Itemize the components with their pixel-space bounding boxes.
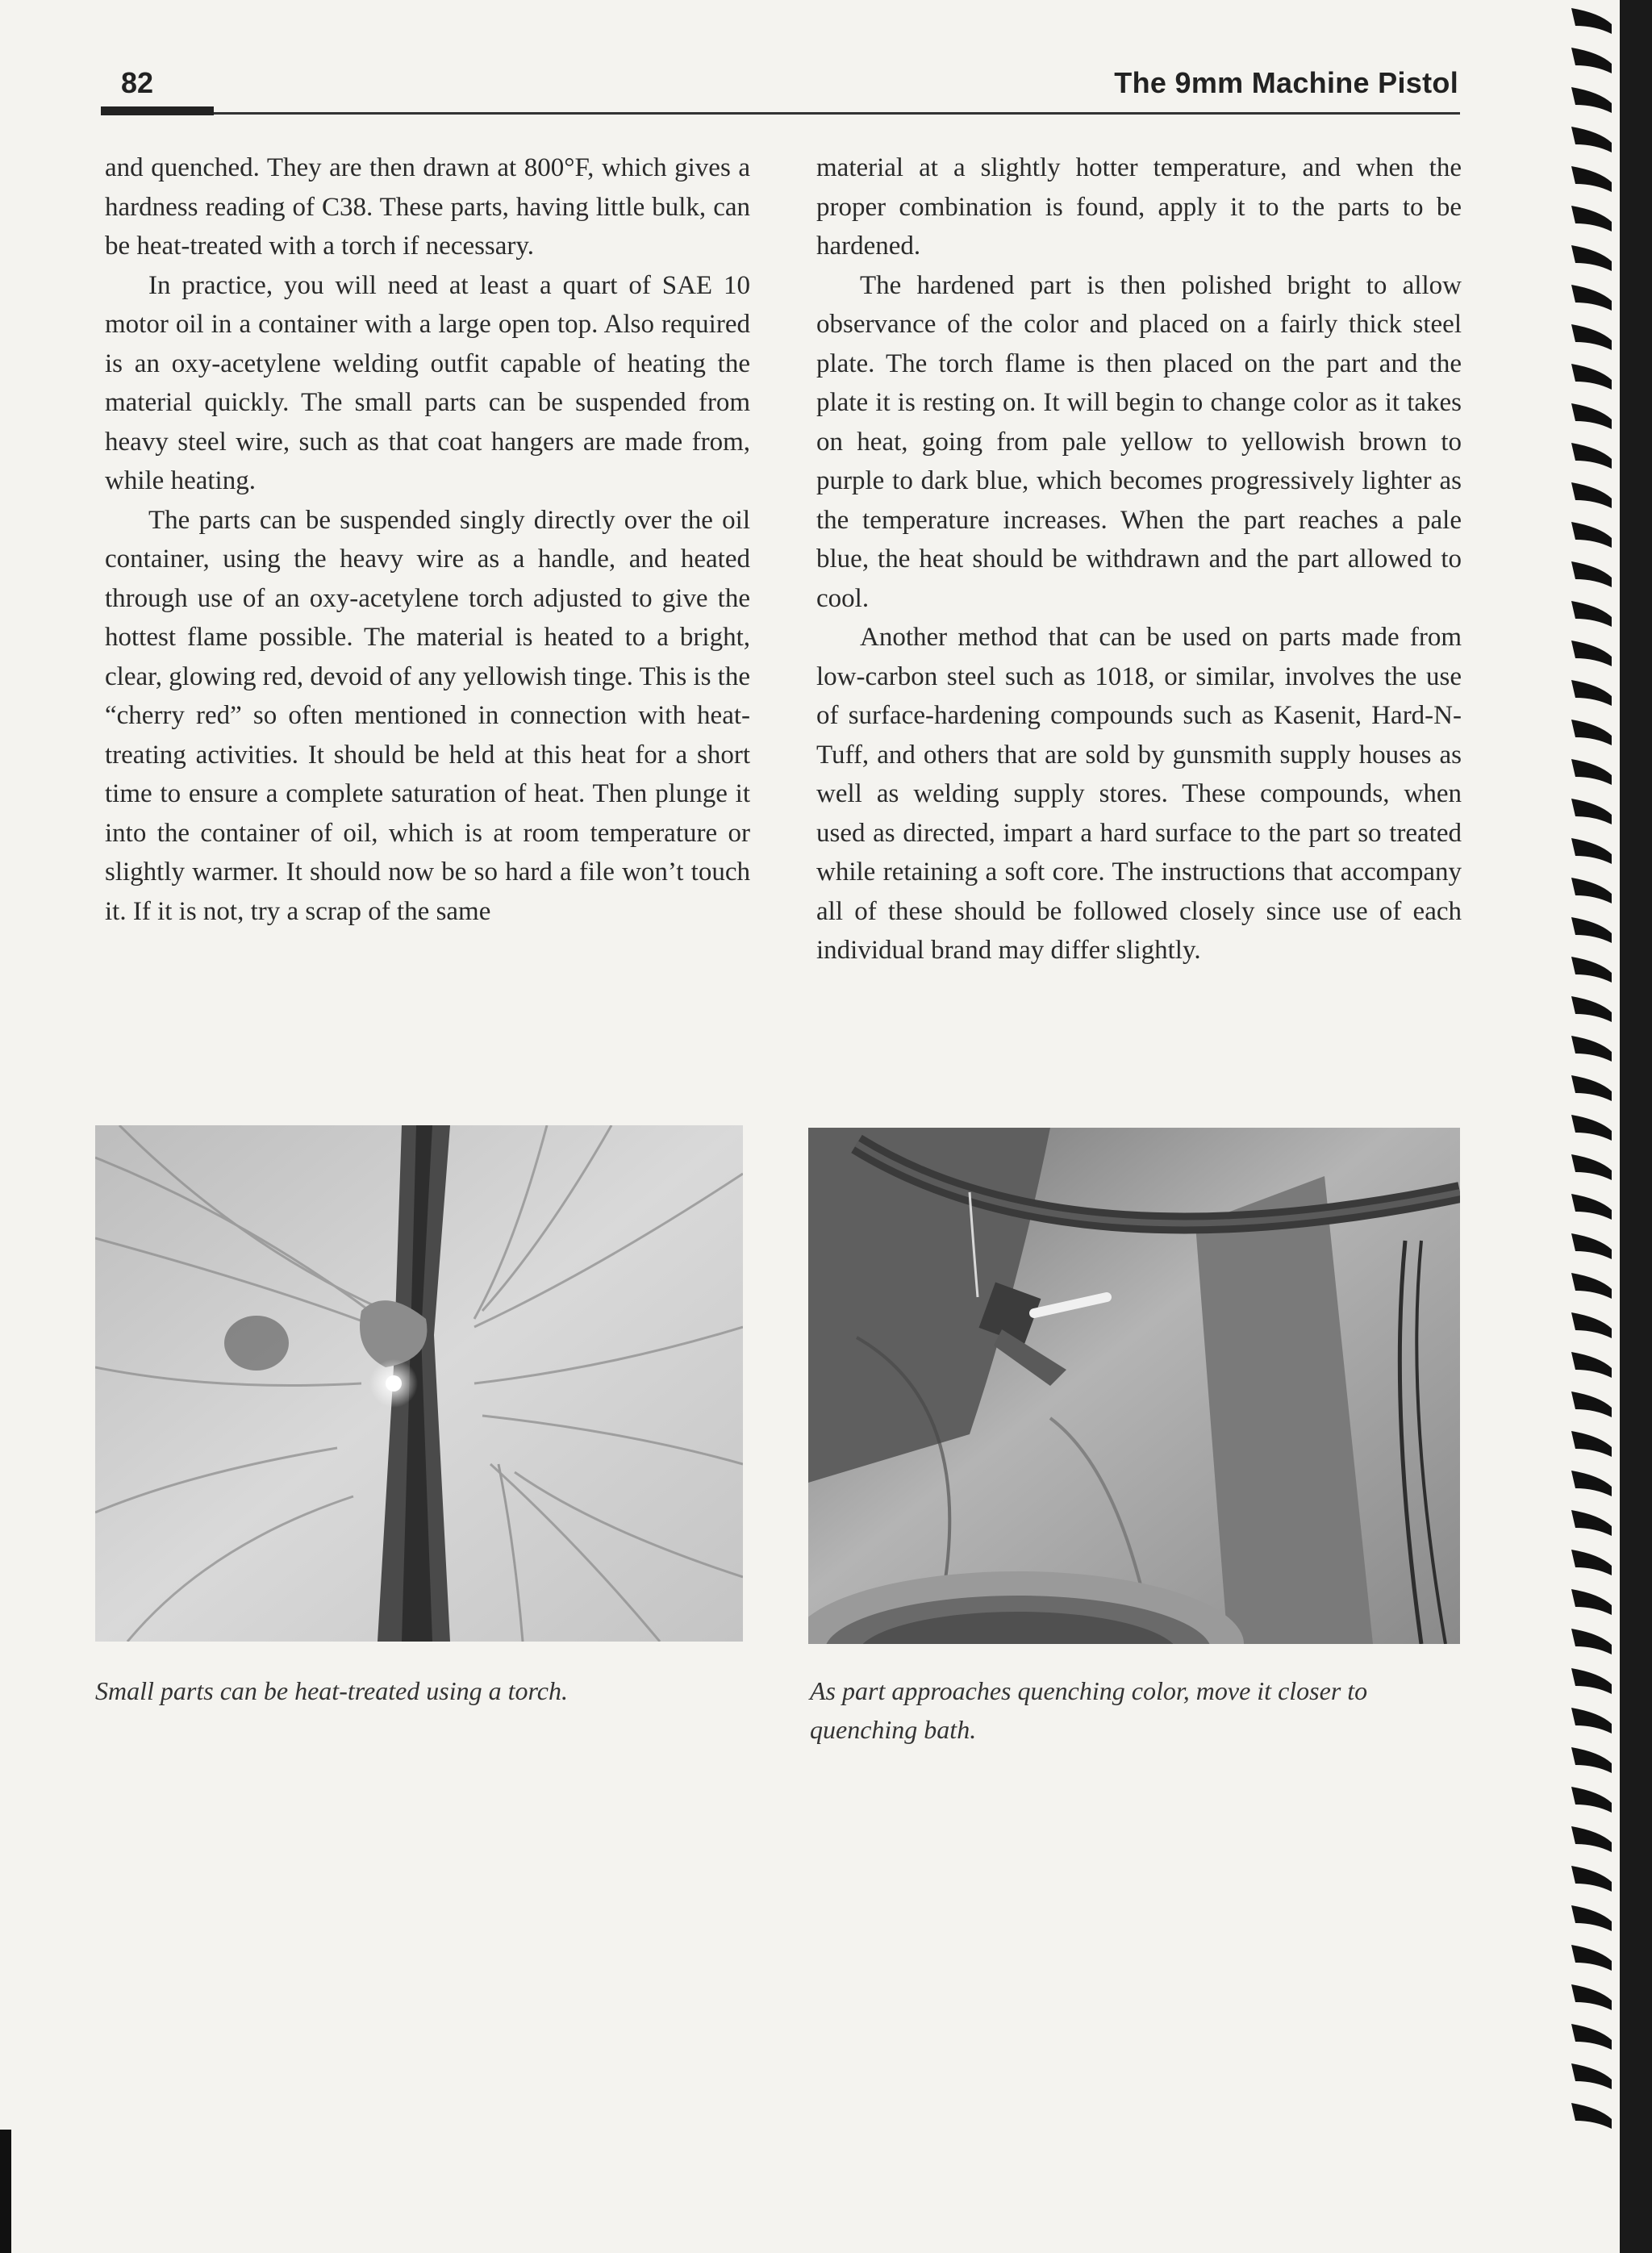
header-rule: [101, 112, 1460, 115]
figure-caption: As part approaches quenching color, move it closer to quenching bath.: [810, 1676, 1368, 1744]
paragraph: The parts can be suspended singly directly over the oil container, using the heavy wire as a handle, and heated through use of an oxy-acetylene torch adjusted to give the hottest flame possible. The material is heated to a bright, clear, glowing red, devoid of any yellowish tinge. This is the “cherry red” so often mentioned in connection with heat-treating activities. It should be held at this heat for a short time to ensure a complete saturation of heat. Then plunge it into the container of oil, which is at room temperature or slightly warmer. It should now be so hard a file won’t touch it. If it is not, try a scrap of the same: [105, 505, 750, 926]
page-number: 82: [121, 66, 154, 99]
figure-caption: Small parts can be heat-treated using a torch.: [95, 1676, 568, 1705]
paragraph: Another method that can be used on parts made from low-carbon steel such as 1018, or similar, involves the use of surface-hardening compounds such as Kasenit, Hard-N-Tuff, and others that are sold by gunsmith supply houses as well as welding supply stores. These compounds, when used as directed, impart a hard surface to the part so treated while retaining a soft core. The instructions that accompany all of these should be followed closely since use of each individual brand may differ slightly.: [816, 623, 1462, 965]
spiral-binding: [1555, 0, 1652, 2253]
paragraph: and quenched. They are then drawn at 800°F, which gives a hardness reading of C38. These parts, having little bulk, can be heat-treated with a torch if necessary.: [105, 153, 750, 261]
torch-heating-photo: [95, 1125, 743, 1642]
header-rule-accent: [101, 106, 214, 115]
right-text-column: [816, 148, 1462, 970]
quenching-bath-photo: [808, 1128, 1460, 1644]
page-edge-shadow: [0, 2130, 11, 2253]
paragraph: In practice, you will need at least a quart of SAE 10 motor oil in a container with a large open top. Also required is an oxy-acetylene welding outfit capable of heating the material quickly. The small parts can be suspended from heavy steel wire, such as that coat hangers are made from, while heating.: [105, 270, 750, 495]
left-text-column: [105, 148, 750, 931]
paragraph: The hardened part is then polished bright to allow observance of the color and placed on a fairly thick steel plate. The torch flame is then placed on the part and the plate it is resting on. It will begin to change color as it takes on heat, going from pale yellow to yellowish brown to purple to dark blue, which becomes progressively lighter as the temperature increases. When the part reaches a pale blue, the heat should be withdrawn and the part allowed to cool.: [816, 270, 1462, 613]
paragraph: material at a slightly hotter temperature, and when the proper combination is found, apply it to the parts to be hardened.: [816, 153, 1462, 261]
running-title: The 9mm Machine Pistol: [1114, 66, 1458, 99]
